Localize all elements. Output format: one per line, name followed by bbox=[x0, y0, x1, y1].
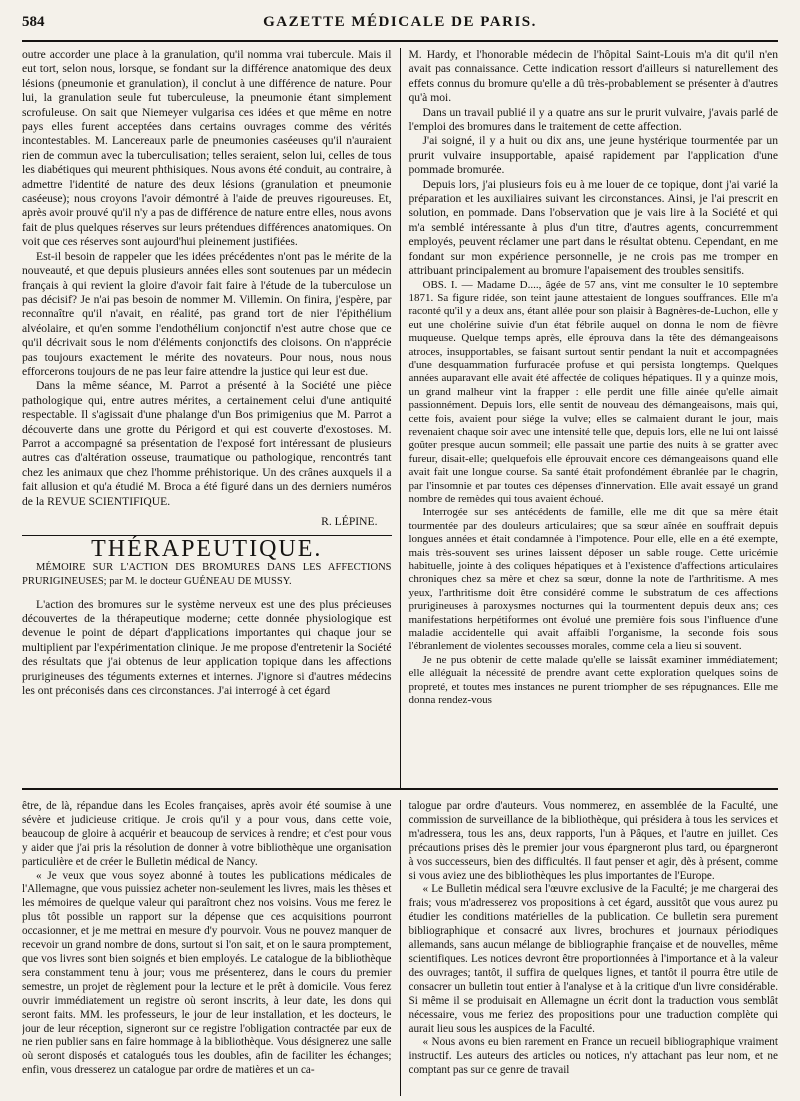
section-title: THÉRAPEUTIQUE. bbox=[91, 536, 323, 563]
top-left-column bbox=[22, 48, 400, 788]
memoire-heading: MÉMOIRE SUR L'ACTION DES BROMURES DANS LES AFFECTIONS PRURIGINEUSES; par M. le docteur GUÉNEAU DE MUSSY. bbox=[22, 561, 392, 588]
article-paragraph: « Je veux que vous soyez abonné à toutes les publications médicales de l'Allemagne, que vous puissiez acheter non-seulement les livres, mais les thèses et les mémoires de quelque valeur qui paraîtront chez nos voisins. Vous me ferez le plus tôt possible un rapport sur la dépense que ces acquisitions pourront occasionner, et je me mettrai en mesure d'y pourvoir. Vous ne pouvez manquer de recevoir un grand nombre de dons, surtout si l'on sait, et on le saura promptement, que vos livres sont bien soignés et bien employés. Le catalogue de la bibliothèque sera constamment tenu à jour; vous me présenterez, dans le cours du premier semestre, un projet de règlement pour la lecture et le prêt à domicile. Vous ferez ouvrir immédiatement un registre où seront inscrits, à leur date, les dons qui seront faits. MM. les professeurs, le jour de leur installation, et les docteurs, le jour de leur réception, signeront sur ce registre l'obligation contractée par eux de ne rien publier sans en faire hommage à la bibliothèque. Vous désignerez une salle où seront disposés et catalogués tous les doubles, afin de faciliter les échanges; enfin, vous dresserez un catalogue par ordre de matières et un ca- bbox=[22, 869, 392, 1077]
article-paragraph: M. Hardy, et l'honorable médecin de l'hôpital Saint-Louis m'a dit qu'il n'en avait pas connaissance. Cette indication ressort d'ailleurs si naturellement des effets connus du bromure qu'elle a dû très-probablement se présenter à d'autres qu'à moi. bbox=[408, 48, 778, 105]
article-paragraph: talogue par ordre d'auteurs. Vous nommerez, en assemblée de la Faculté, une commission de surveillance de la bibliothèque, qui présidera à tous les services et m'adressera, tous les ans, deux rapports, l'un à Pâques, et l'autre en juillet. Ces précautions prises dès le premier jour vous épargneront plus tard, ou épargneront à vos successeurs, bien des difficultés. Il faut penser et agir, dès à présent, comme si vous aviez une des bibliothèques les plus importantes de l'Europe. bbox=[408, 800, 778, 882]
article-paragraph: Dans un travail publié il y a quatre ans sur le prurit vulvaire, j'avais parlé de l'emploi des bromures dans le traitement de cette affection. bbox=[408, 105, 778, 134]
article-paragraph: Depuis lors, j'ai plusieurs fois eu à me louer de ce topique, dont j'ai varié la préparation et les auxiliaires suivant les circonstances. Ainsi, je l'ai prescrit en solution, en pommade. Dans l'observation que je vais lire à la Société et qui m'a semblé intéressante à plus d'un titre, d'autres agents, concurremment employés, peuvent réclamer une part dans le résultat obtenu. Cependant, en me fondant sur mon expérience personnelle, je ne crois pas me tromper en attribuant principalement au bromure l'apaisement des troubles sensitifs. bbox=[408, 177, 778, 278]
bottom-left-column bbox=[22, 800, 400, 1096]
article-signature: R. LÉPINE. bbox=[321, 515, 378, 528]
article-paragraph: Est-il besoin de rappeler que les idées précédentes n'ont pas le mérite de la nouveauté, et que depuis plusieurs années elles sont soutenues par un médecin français à qui revient la gloire d'avoir fait faire à l'étude de la tuberculose un pas décisif? Je n'ai pas besoin de nommer M. Villemin. On finira, j'espère, par reconnaître qu'il n'avait, en réalité, pas grand tort de nier l'épithélium alvéolaire, et qu'en somme l'endothélium conjonctif n'est autre chose que ce qu'il décrivait sous le nom d'éléments conjonctifs des cloisons. On n'apprécie pas toujours exactement le mérite des novateurs. Pour nous, nous nous efforcerons toujours de ne pas leur faire attendre la justice qui leur est due. bbox=[22, 249, 392, 378]
article-paragraph: « Nous avons eu bien rarement en France un recueil bibliographique vraiment instructif. Les auteurs des articles ou notices, n'y attachant pas leur nom, et ne comptant pas sur ce genre de travail bbox=[408, 1036, 778, 1077]
article-paragraph: outre accorder une place à la granulation, qu'il nomma vrai tubercule. Mais il eut tort, selon nous, lorsque, se fondant sur la différence anatomique des deux lésions (pneumonie et granulation), il conclut à une différence de nature. Pour lui, la granulation seule fut tuberculeuse, la pneumonie étant simplement scrofuleuse. On sait que Niemeyer vulgarisa ces idées et que même en notre pays elles furent acceptées dans certains ouvrages comme des vérités incontestables. M. Lancereaux parle de pneumonies caséeuses qu'il n'auraient rien de commun avec la tuberculisation; telles seraient, selon lui, celles de tous les diabétiques qui meurent phthisiques. Nous avons été conduit, au contraire, à admettre l'identité de nature des deux lésions (granulation et pneumonie caséeuse); nous croyons l'avoir démontré à l'aide de preuves rigoureuses. Et, après avoir prouvé qu'il n'y a pas de différence de nature entre elles, nous avons fait de plus quelques réserves sur leurs prétendues différences anatomiques. On voit que ces réserves sont aujourd'hui pleinement justifiées. bbox=[22, 48, 392, 249]
bottom-right-column bbox=[400, 800, 779, 1096]
article-paragraph: J'ai soigné, il y a huit ou dix ans, une jeune hystérique tourmentée par un prurit vulvaire insupportable, apaisé rapidement par l'application d'une pommade bromurée. bbox=[408, 134, 778, 177]
page-number: 584 bbox=[22, 14, 45, 30]
article-paragraph: être, de là, répandue dans les Ecoles françaises, après avoir été soumise à une sévère et judicieuse critique. Je crois qu'il y a pour vous, dans cette voie, beaucoup de gloire à acquérir et beaucoup de services à rendre; et c'est pour vous y aider que j'ai pris la résolution de donner à votre bibliothèque une organisation particulière et de créer le Bulletin médical de Nancy. bbox=[22, 800, 392, 868]
page-header bbox=[22, 14, 778, 42]
top-right-column bbox=[400, 48, 779, 788]
journal-title: GAZETTE MÉDICALE DE PARIS. bbox=[263, 14, 537, 30]
top-section bbox=[22, 48, 778, 790]
article-paragraph: Je ne pus obtenir de cette malade qu'elle se laissât examiner immédiatement; elle alléguait la nécessité de prendre avant cette exploration quelques soins de propreté, et toutes mes instances ne purent triompher de ses répugnances. Elle me donna rendez-vous bbox=[408, 653, 778, 707]
article-paragraph: Interrogée sur ses antécédents de famille, elle me dit que sa mère était tourmentée par des douleurs articulaires; que sa sœur aînée en souffrait depuis longues années et était condamnée à l'impotence. Pour elle, elle en a été exempte, mais très-souvent ses urines laissent déposer un sable rouge. Cette uricémie habituelle, jointe à des coliques hépatiques et à l'existence d'affections articulaires chroniques chez sa mère et chez sa sœur, donne la note de l'arthritisme. A mes yeux, l'arthritisme doit être considéré comme le substratum de ces affections prurigineuses à paroxysmes nocturnes qui la tourmentent depuis deux ans; ces manifestations herpétiformes ont évolué une première fois sous l'influence d'une maladie accidentelle qui avait affaibli l'organisme, la seconde fois sous l'ébranlement de violentes secousses morales, comme cela a lieu si souvent. bbox=[408, 506, 778, 653]
article-paragraph: Dans la même séance, M. Parrot a présenté à la Société une pièce pathologique qui, entre autres mérites, a certainement celui d'une antiquité respectable. Il s'agissait d'une phalange d'un Bos primigenius que M. Parrot a découverte dans une grotte du Périgord et qui est couverte d'exostoses. M. Parrot a accompagné sa présentation de l'exposé fort intéressant de plusieurs autres cas d'altération osseuse, traumatique ou pathologique, rencontrés tant chez les animaux que chez l'homme préhistorique. Un des crânes auxquels il a fait allusion et qu'a étudié M. Broca a été figuré dans un des derniers numéros de la REVUE SCIENTIFIQUE. bbox=[22, 379, 392, 508]
bottom-section bbox=[22, 800, 778, 1096]
article-paragraph: « Le Bulletin médical sera l'œuvre exclusive de la Faculté; je me chargerai des frais; vous m'adresserez vos propositions à cet égard, aussitôt que vous aurez pu étudier les conditions matérielles de la publication. Ce bulletin sera purement bibliographique et consacré aux livres, brochures et journaux périodiques allemands, sans aucun mélange de bibliographie française et de nouvelles, même scientifiques. Les notices devront être proportionnées à l'importance et à la valeur des ouvrages; tantôt, il suffira de quelques lignes, et tantôt il pourra être utile de consacrer un bulletin tout entier à l'analyse et à la critique d'un livre considérable. Si même il se produisait en Allemagne un écrit dont la traduction vous semblât nécessaire, vous me feriez des propositions pour une traduction complète qui aurait lieu sous les auspices de la Faculté. bbox=[408, 883, 778, 1035]
article-paragraph: L'action des bromures sur le système nerveux est une des plus précieuses découvertes de la thérapeutique moderne; cette donnée physiologique est devenue le point de départ d'applications importantes qui chaque jour se multiplient par l'expérimentation clinique. Je me propose d'entretenir la Société des résultats que j'ai obtenus de leur application topique dans les affections prurigineuses des téguments externes et internes. J'ignore si d'autres médecins les ont préconisés dans ces circonstances. J'ai interrogé à cet égard bbox=[22, 597, 392, 698]
observation-paragraph: OBS. I. — Madame D...., âgée de 57 ans, vint me consulter le 10 septembre 1871. Sa figure ridée, son teint jaune attestaient de longues souffrances. Elle m'a raconté qu'il y a deux ans, étant allée pour son plaisir à Bagnères-de-Luchon, elle y eut une cholérine suivie d'un état fébrile auquel on donna le nom de fièvre muqueuse. Quelque temps après, elle éprouva dans la tête des démangeaisons atroces, insupportables, se faisant surtout sentir pendant la nuit et accompagnées d'une desquammation furfuracée profuse et qui persista longtemps. Quelques années auparavant elle avait été affectée de coliques hépatiques. Il y a quinze mois, un grand malheur vint la frapper : elle perdit une fille ainée qu'elle aimait passionnément. Depuis lors, elle sentit de nouveau des démangeaisons, mais qui, cette fois, avaient pour siége la vulve; elles se calmaient durant le jour, mais revenaient chaque soir avec une intensité telle que, depuis lors, elle ne lui ont laissé goûter presque aucun sommeil; elle passait une partie des nuits à se gratter avec fureur, disait-elle; quelquefois elle éprouvait encore ces démangeaisons quand elle avait fait une longue course. Sa santé était profondément ébranlée par le chagrin, par l'insomnie et par toutes ces dépenses d'innervation. Elle avait essayé un grand nombre de remèdes qui tous avaient échoué. bbox=[408, 278, 778, 505]
